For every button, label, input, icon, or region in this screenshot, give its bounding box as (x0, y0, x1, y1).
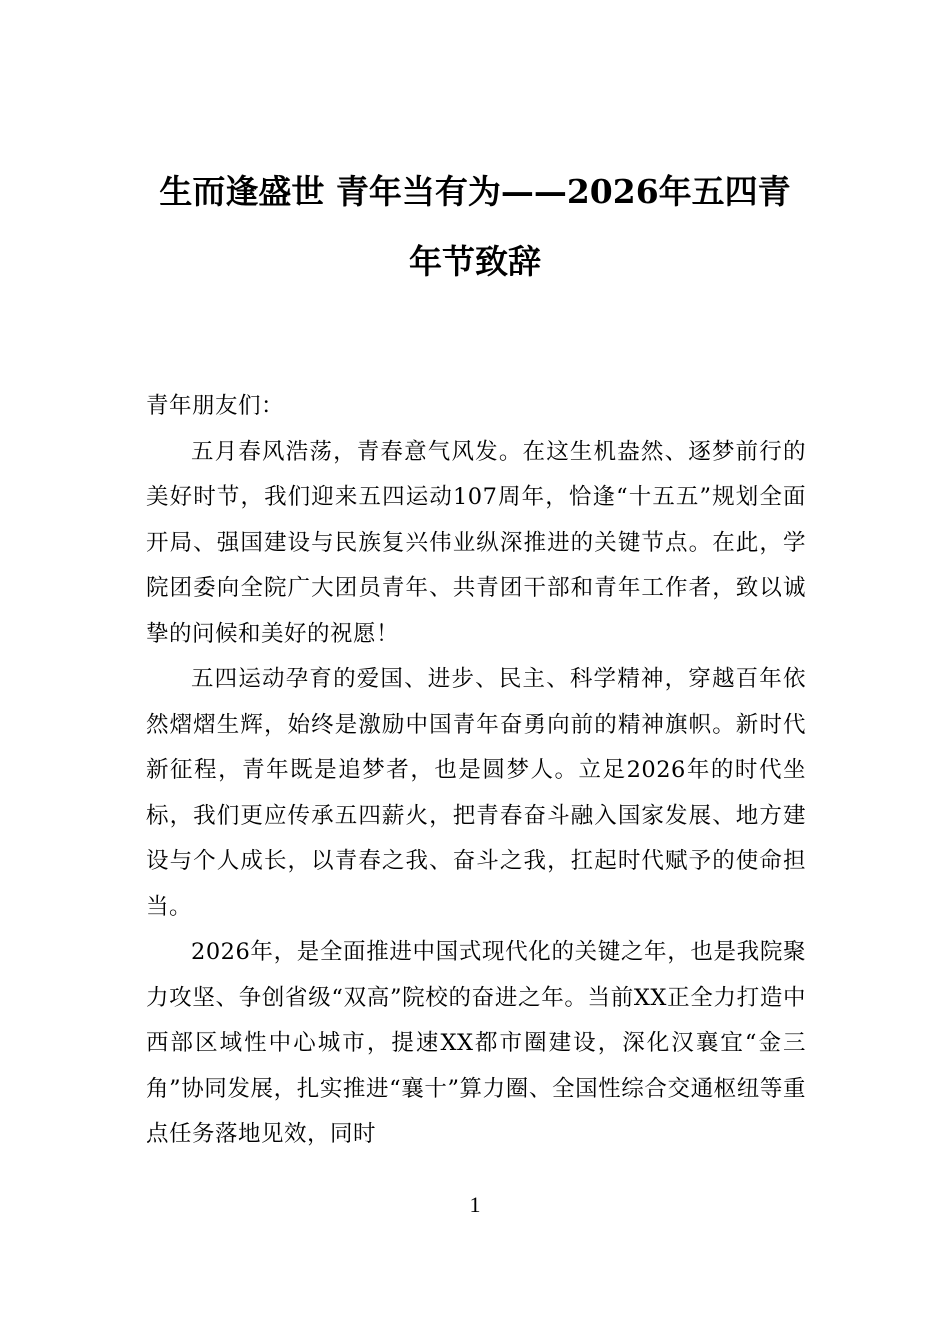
page-number: 1 (469, 1192, 481, 1217)
salutation: 青年朋友们： (146, 393, 285, 419)
paragraph-3: 2026年，是全面推进中国式现代化的关键之年，也是我院聚力攻坚、争创省级“双高”院校的奋进之年。当前XX正全力打造中西部区域性中心城市，提速XX都市圈建设，深化汉襄宜“金三角”协同发展，扎实推进“襄十”算力圈、全国性综合交通枢纽等重点任务落地见效，同时 (146, 939, 806, 1147)
document-body (146, 384, 806, 1158)
paragraph-2: 五四运动孕育的爱国、进步、民主、科学精神，穿越百年依然熠熠生辉，始终是激励中国青年奋勇向前的精神旗帜。新时代新征程，青年既是追梦者，也是圆梦人。立足2026年的时代坐标，我们更应传承五四薪火，把青春奋斗融入国家发展、地方建设与个人成长，以青春之我、奋斗之我，扛起时代赋予的使命担当。 (146, 666, 806, 920)
document-title-line-1: 生而逢盛世 青年当有为——2026年五四青 (159, 172, 791, 211)
document-title-line-2: 年节致辞 (409, 242, 541, 281)
paragraph-1: 五月春风浩荡，青春意气风发。在这生机盎然、逐梦前行的美好时节，我们迎来五四运动107周年，恰逢“十五五”规划全面开局、强国建设与民族复兴伟业纵深推进的关键节点。在此，学院团委向全院广大团员青年、共青团干部和青年工作者，致以诚挚的问候和美好的祝愿！ (146, 438, 806, 647)
